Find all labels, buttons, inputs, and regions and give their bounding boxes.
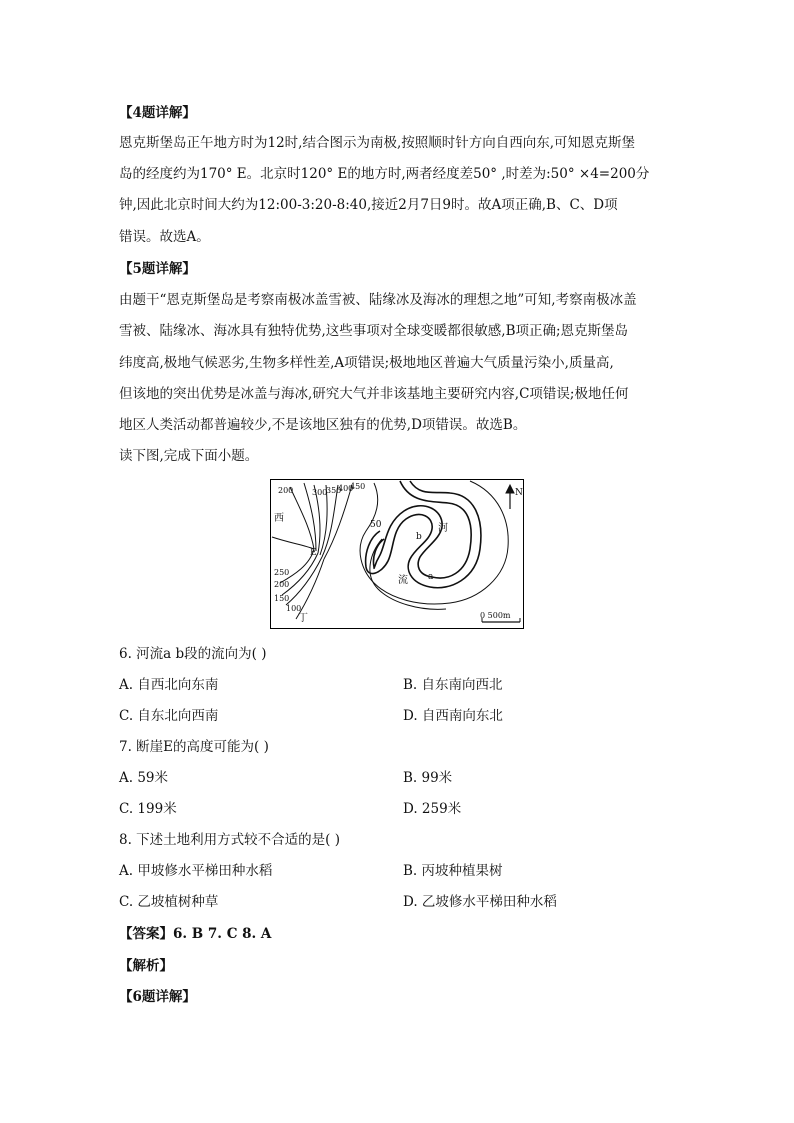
q8-stem: 8. 下述土地利用方式较不合适的是( ) [119,832,340,848]
label-c200: 200 [274,580,290,589]
q5-line-4: 但该地的突出优势是冰盖与海冰,研究大气并非该基地主要研究内容,C项错误;极地任何 [119,386,629,402]
q6-option-a: A. 自西北向东南 [119,677,219,693]
q4-line-4: 错误。故选A。 [119,229,210,245]
q8-option-c: C. 乙坡植树种草 [119,894,219,910]
label-west: 西 [274,513,284,524]
q6-detail-heading: 【6题详解】 [119,989,196,1005]
label-c150: 150 [274,594,290,603]
label-e: E [310,548,317,558]
label-c250: 250 [274,568,290,577]
q8-option-d: D. 乙坡修水平梯田种水稻 [403,894,557,910]
answer-line: 【答案】6. B 7. C 8. A [119,926,272,942]
label-c300: 300 [312,488,328,497]
label-north: N [515,488,523,498]
q8-option-a: A. 甲坡修水平梯田种水稻 [119,863,273,879]
label-c400: 400 [338,484,354,493]
label-c350: 350 [326,486,342,495]
q5-heading: 【5题详解】 [119,261,196,277]
q6-option-b: B. 自东南向西北 [403,677,503,693]
q5-line-2: 雪被、陆缘冰、海冰具有独特优势,这些事项对全球变暖都很敏感,B项正确;恩克斯堡岛 [119,323,629,339]
q7-option-d: D. 259米 [403,801,462,817]
q6-option-c: C. 自东北向西南 [119,708,219,724]
label-b: b [416,532,422,542]
q5-line-5: 地区人类活动都普遍较少,不是该地区独有的优势,D项错误。故选B。 [119,417,527,433]
contour-map-figure [270,479,524,629]
q7-option-b: B. 99米 [403,770,453,786]
label-river1: 河 [438,523,448,534]
q7-stem: 7. 断崖E的高度可能为( ) [119,739,269,755]
q4-line-3: 钟,因此北京时间大约为12:00-3:20-8:40,接近2月7日9时。故A项正确,B、C、D项 [119,197,618,213]
intro-text: 读下图,完成下面小题。 [119,448,259,464]
q5-line-3: 纬度高,极地气候恶劣,生物多样性差,A项错误;极地地区普遍大气质量污染小,质量高, [119,355,614,371]
q4-heading: 【4题详解】 [119,105,196,121]
q7-option-c: C. 199米 [119,801,177,817]
map-frame [271,480,524,629]
label-a: a [428,572,434,582]
q4-line-1: 恩克斯堡岛正午地方时为12时,结合图示为南极,按照顺时针方向自西向东,可知恩克斯堡 [119,135,636,151]
analysis-heading: 【解析】 [119,958,173,974]
q6-option-d: D. 自西南向东北 [403,708,503,724]
label-scale: 0 500m [480,611,511,620]
q6-stem: 6. 河流a b段的流向为( ) [119,646,267,662]
label-c450: 450 [350,482,366,491]
label-c100: 100 [286,604,302,613]
q4-line-2: 岛的经度约为170° E。北京时120° E的地方时,两者经度差50° ,时差为:50° ×4=200分 [119,166,650,182]
q8-option-b: B. 丙坡种植果树 [403,863,503,879]
label-river2: 流 [398,575,408,586]
q7-option-a: A. 59米 [119,770,169,786]
label-ding: 丁 [298,613,308,624]
label-c200-top: 200 [278,486,294,495]
label-c50: 50 [370,520,382,530]
q5-line-1: 由题干“恩克斯堡岛是考察南极冰盖雪被、陆缘冰及海冰的理想之地”可知,考察南极冰盖 [119,292,637,308]
